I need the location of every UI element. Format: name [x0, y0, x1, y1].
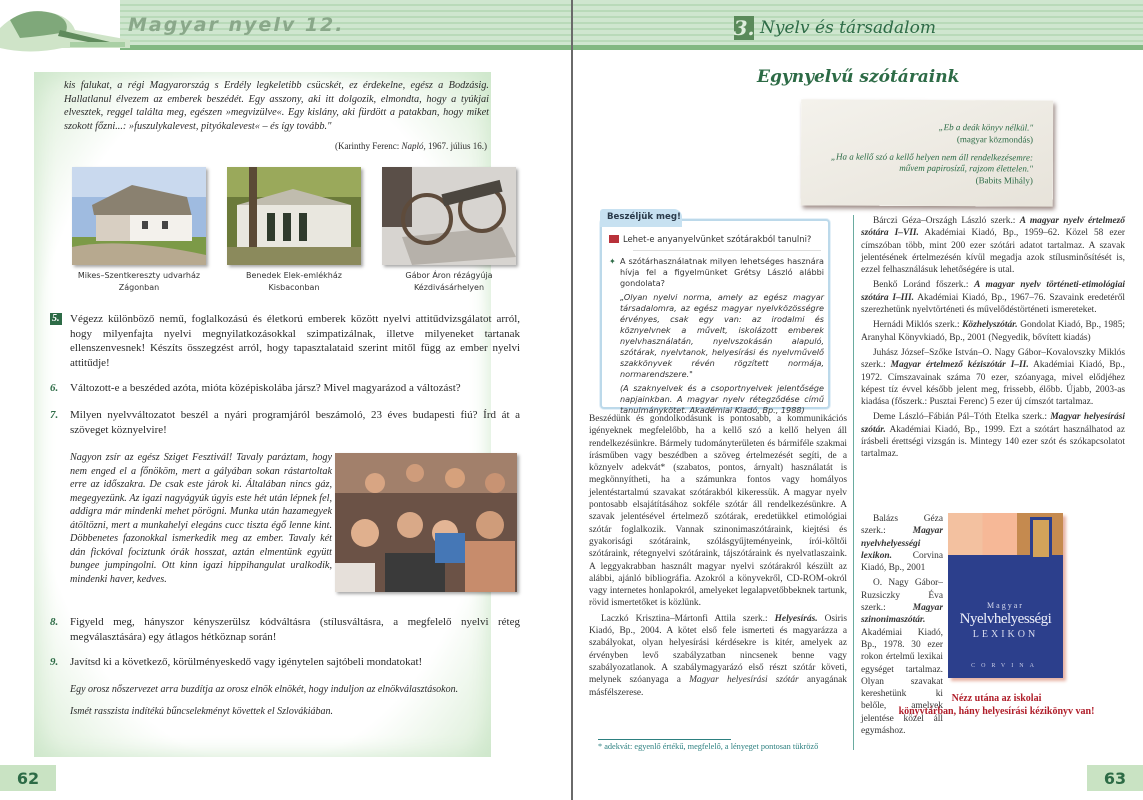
- bibliography-entry: [861, 513, 943, 574]
- entry-authors: Juhász József–Szőke István–O. Nagy Gábor–Kovalovszky Miklós szerk.:: [861, 347, 1125, 371]
- photo-caption: [72, 270, 206, 294]
- task-number: 9.: [50, 656, 59, 668]
- quote-source: [335, 141, 487, 151]
- bibliography-entry: [861, 347, 1125, 408]
- task-9: [50, 655, 520, 670]
- body-paragraph: Beszédünk és gondolkodásunk is pontosabb, a kommunikációs igényeknek megfelelőbb, ha a kellő szó a kellő helyen áll rendelkezésünkre. Bármely tudományterületen és bármiféle szakmai írásműben vagy beszédben a szöveg értelmezését segíti, de a köznyelv adekvát* (szabatos, pontos, árnyalt) használatát is megkönnyítheti, ha a számunkra fontos vagy homályos jelentéstartalmú szavakat szótárakból kikeressük. A magyar nyelv pontosabb elsajátításához sokféle szótár áll rendelkezésünkre. A szavak jelentésével értelmező szótárak, eredetükkel etimológiai szótár foglalkozik. Vannak szinonimaszótáraink, kiejtési és gyakorisági szótáraink, szólásgyűjteményeink, írói-költői szótáraink, rétegnyelvi szótáraink, tájszótáraink és nyelvatlaszaink. A leggyakrabban használt magyar nyelvi szótárakról készült az alábbi, ajánló bibliográfia. Azokról a könyvekről, CD-ROM-okról vagy internetes honlapokról, amelyeket legalapvetőbbeknek tartunk, rövid ismertetőket is közlünk.: [589, 414, 847, 609]
- motto-quote: művem papirosízű, rajzom élettelen.": [899, 162, 1033, 174]
- main-text-column: [589, 413, 847, 702]
- entry-title: Helyesírás.: [774, 613, 818, 624]
- entry-authors: Laczkó Krisztina–Mártonfi Attila szerk.:: [601, 613, 775, 624]
- book-gutter: [571, 0, 573, 800]
- bibliography-entry: [861, 215, 1125, 276]
- caption-line: Kisbaconban: [268, 283, 320, 292]
- library-note: [869, 692, 1124, 718]
- right-page: [571, 0, 1143, 800]
- task-number: 5.: [52, 313, 60, 324]
- entry-description: Akadémiai Kiadó, Bp., 1959–62. Közel 58 ezer címszóban több, mint 200 ezer szótári adatot tartalmaz. A szavak jelentésének értelmezésén kívül megadja azok stílusminősítését is, ezzel felhasználásuk lehetőségére is utal.: [861, 228, 1125, 276]
- entry-description: Akadémiai Kiadó, Bp., 1999. Ezt a szótárt használhatod az írásbeli érettségi vizsgán is. Mintegy 140 ezer szót és szókapcsolatot tartalmaz.: [861, 424, 1125, 460]
- karinthy-quote: kis falukat, a régi Magyarország s Erdély legkeletibb csücskét, ez érdekelne, egész a Bodzásig. Hallatlanul élvezem az emberek beszédét. Egy asszony, aki itt dolgozik, elmondta, hogy a tyúkjai elvesztek, reggel találta meg, egészen »megvizülve«. Egy kislány, aki fürdött a patakban, hogy miket szokott főzni...: »fuszulykalevest, pityókalevest« – és így tovább.": [64, 80, 489, 132]
- note-line: könyvtárban, hány helyesírási kézikönyv van!: [898, 706, 1095, 717]
- bibliography-entry: [861, 319, 1125, 344]
- question-text: Lehet-e anyanyelvünket szótárakból tanulni?: [623, 234, 812, 244]
- motto-quote: „Ha a kellő szó a kellő helyen nem áll rendelkezésemre:: [830, 151, 1034, 163]
- photo-caption: [382, 270, 516, 294]
- festival-crowd-photo: [335, 453, 517, 592]
- cover-title-line: LEXIKON: [972, 629, 1039, 640]
- bibliography-entry: [861, 279, 1125, 316]
- caption-line: Gábor Áron rézágyúja: [405, 271, 493, 280]
- column-divider: [853, 215, 854, 750]
- entry-description: Akadémiai Kiadó, Bp., 1967–76. Szavaink eredetéről szerezhetünk nyelvtörténeti és művelődéstörténeti ismereteket.: [861, 292, 1125, 316]
- task-text: Milyen nyelvváltozatot beszél a nyári programjáról beszámoló, 23 éves budapesti fiú? Írd át a szöveget köznyelvire!: [70, 409, 520, 436]
- task-number: 8.: [50, 616, 59, 628]
- cannon-photo: [382, 167, 516, 265]
- footnote: * adekvát: egyenlő értékű, megfelelő, a lényeget pontosan tükröző: [598, 742, 819, 751]
- bibliography-column: [861, 215, 1125, 464]
- entry-authors: Benkő Loránd főszerk.:: [873, 280, 975, 291]
- entry-description: Osiris Kiadó, Bp., 2004. A kötet első fele ismerteti és magyarázza a szabályokat, olyan helyesírási kérdésekre is kitér, amelyek az érvényben levő szabályzatban nincsenek benne vagy szabályozatlanok. A szabálymagyarázó első részt szótár követi, melynek szóanyaga a: [589, 613, 847, 686]
- footnote-rule: [598, 739, 731, 740]
- caption-line: Benedek Elek-emlékház: [246, 271, 342, 280]
- task-text: Végezz különböző nemű, foglalkozású és életkorú emberek között nyelvi attitűdvizsgálatot arról, hogy milyenfajta nyelvi megnyilatkozásokkal szimpatizálnak, illetve milyeneket tartanak ellenszenvesnek! Készíts összegzést arról, hogy tapasztalataid szerint mitől függ az ember nyelvi attitűdje!: [70, 313, 520, 369]
- gretsy-quote: „Olyan nyelvi norma, amely az egész magyar társadalomra, az egész magyar nyelvközösségre érvényes, csak egy van: az irodalmi és köznyelvnek a művelt, iskolázott emberek nyelvhasználatán, nyelvszokásán alapuló, szótárak, nyelvtanok, helyesírási és nyelvművelő szakkönyvek révén rögzített normája, normarendszere.": [620, 292, 824, 379]
- entry-authors: O. Nagy Gábor–Ruzsiczky Éva szerk.:: [861, 578, 943, 614]
- photo-caption: [227, 270, 361, 294]
- page-number: 62: [0, 765, 56, 791]
- cover-title-line: Magyar: [987, 601, 1024, 610]
- task-number: 7.: [50, 409, 59, 421]
- discussion-prompt: A szótárhasználatnak milyen lehetséges hasznára hívja fel a figyelmünket Grétsy László alábbi gondolata?: [620, 256, 824, 288]
- task-8: [50, 615, 520, 644]
- caption-line: Mikes–Szentkereszty udvarház: [77, 271, 201, 280]
- task-7: [50, 408, 520, 437]
- discussion-body: [609, 256, 824, 416]
- section-title: Egynyelvű szótáraink: [757, 67, 960, 87]
- caption-line: Zágonban: [118, 283, 160, 292]
- entry-title: Magyar nyelvhelyességi lexikon.: [861, 526, 943, 561]
- book-icon: [609, 235, 619, 243]
- entry-italic: Magyar helyesírási szótár: [689, 675, 799, 686]
- entry-authors: Hernádi Miklós szerk.:: [873, 320, 963, 331]
- task-text: Változott-e a beszéded azóta, mióta középiskolába jársz? Mivel magyarázod a változást?: [70, 382, 461, 394]
- chapter-title: Nyelv és társadalom: [760, 18, 936, 38]
- left-page: [0, 0, 571, 800]
- entry-title: Magyar értelmező kéziszótár I–II.: [890, 360, 1029, 371]
- page-number: 63: [1087, 765, 1143, 791]
- press-sentence: Ismét rasszista indítékú bűncselekményt követtek el Szlovákiában.: [70, 706, 333, 717]
- task-5: [50, 312, 520, 370]
- motto-source: (magyar közmondás): [956, 134, 1034, 145]
- entry-authors: Balázs Géza szerk.:: [861, 514, 943, 537]
- festival-monologue: Nagyon zsír az egész Sziget Fesztivál! Tavaly paráztam, hogy nem enged el a főnököm, mert a gályában sokan rástartoltak erre az időszakra. De csak este járok ki. Általában nincs gáz, megegyezünk. Az igazi nagyágyúk úgyis este hét után lépnek fel, addigra már mindenki mehet pörögni. Munka után hazamegyek átöltözni, mert a munkahelyi elegáns cucc tiszta égő lenne kint. Döbbenetes fazonokkal ismerkedik meg az ember. Tavaly két dán fickóval fociztunk órák hosszat, aztán elmentünk együtt bungee jumpingolni. Ott kinn igazi hippihangulat uralkodik, mindenki haver, kedves.: [70, 452, 332, 585]
- cover-publisher: CORVINA: [971, 663, 1040, 669]
- entry-title: Magyar helyesírási szótár.: [861, 412, 1126, 435]
- task-text: Javítsd ki a következő, körülményeskedő vagy igénytelen sajtóbeli mondatokat!: [70, 656, 423, 668]
- task-6: [50, 381, 520, 396]
- manor-house-photo: [72, 167, 206, 265]
- writing-hand-icon: [0, 0, 130, 55]
- entry-title: Közhelyszótár.: [962, 320, 1018, 331]
- caption-line: Kézdivásárhelyen: [413, 283, 485, 292]
- cover-title-main: Nyelvhelyességi: [959, 611, 1052, 627]
- entry-authors: Deme László–Fábián Pál–Tóth Etelka szerk.:: [873, 412, 1051, 423]
- entry-title: A magyar nyelv értelmező szótára I–VII.: [861, 216, 1125, 239]
- divider: [633, 250, 821, 251]
- entry-title: Magyar szinonimaszótár.: [861, 603, 943, 626]
- plus-bullet-icon: ✦: [609, 256, 616, 266]
- entry-tail: anyagának másfélszerese.: [589, 675, 847, 698]
- task-number: 6.: [50, 382, 59, 394]
- press-sentence: Egy orosz nőszervezet arra buzdítja az orosz elnök elnökét, hogy induljon az elnökválasztásokon.: [70, 684, 459, 695]
- quote-source-prefix: (Karinthy Ferenc:: [334, 141, 402, 151]
- quote-source-title: Napló,: [401, 141, 426, 151]
- entry-description: Gondolat Kiadó, Bp., 1985; Aranyhal Könyvkiadó, Bp., 2001 (Negyedik, bővített kiadás): [861, 320, 1125, 343]
- discussion-question: [609, 234, 811, 244]
- book-title: Magyar nyelv 12.: [128, 14, 345, 36]
- motto-note: [801, 99, 1054, 206]
- entry-description: Akadémiai Kiadó, Bp., 1972. Címszavainak száma 70 ezer, szóanyaga, mivel elődjéhez képest tíz évvel később jelent meg, frissebb, élőbb. Újabb, 2003-as kiadása (főszerk.: Pusztai Ferenc) 5 ezer új címszót tartalmaz.: [861, 360, 1125, 408]
- motto-source: (Babits Mihály): [975, 175, 1033, 186]
- entry-description: Akadémiai Kiadó, Bp., 1978. 30 ezer rokon értelmű lexikai egységet tartalmaz. Olyan szavakat kereshetünk ki belőle, amelyek jelentése közel áll egymáshoz.: [861, 627, 943, 737]
- entry-authors: Bárczi Géza–Országh László szerk.:: [873, 216, 1020, 226]
- bibliography-entry: [861, 411, 1125, 460]
- quote-citation: (A szaknyelvek és a csoportnyelvek jelentősége napjainkban. A magyar nyelv rétegződése című tanulmánykötet. Akadémiai Kiadó, Bp., 1988): [620, 383, 824, 415]
- memorial-house-photo: [227, 167, 361, 265]
- discussion-tab: Beszéljük meg!: [600, 209, 682, 227]
- chapter-heading: [734, 16, 936, 40]
- quote-source-suffix: 1967. július 16.): [425, 141, 487, 151]
- bibliography-entry: [589, 613, 847, 699]
- task-text: Figyeld meg, hányszor kényszerülsz kódváltásra (stílusváltásra, a megfelelő nyelvi réteg megválasztására) egy átlagos hétköznap során!: [70, 616, 520, 643]
- chapter-number: 3.: [733, 16, 755, 40]
- lexikon-book-cover: [948, 513, 1063, 678]
- motto-quote: „Eb a deák könyv nélkül.": [938, 122, 1034, 133]
- cover-arch: [1030, 517, 1052, 557]
- entry-description: Corvina Kiadó, Bp., 2001: [861, 550, 943, 574]
- entry-title: A magyar nyelv történeti-etimológiai szótára I–III.: [861, 280, 1125, 303]
- note-line: Nézz utána az iskolai: [951, 693, 1042, 704]
